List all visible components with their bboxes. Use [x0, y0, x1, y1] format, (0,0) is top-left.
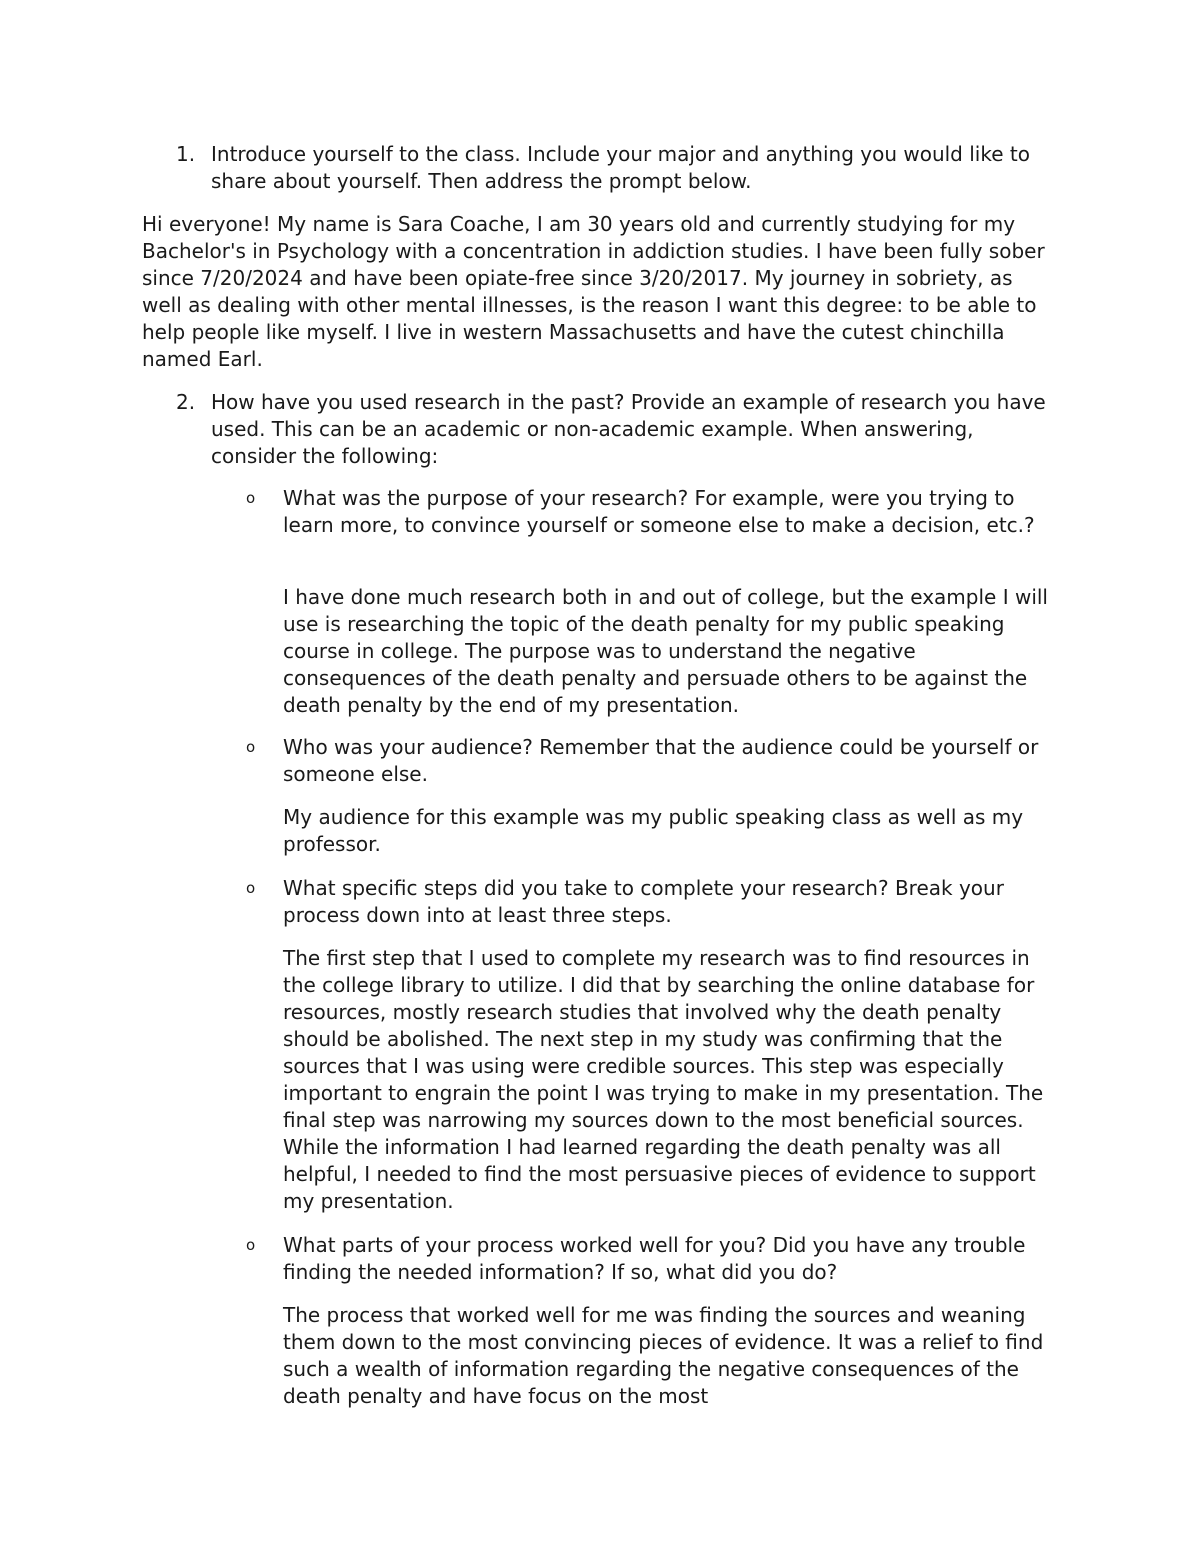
bullet-circle-icon: o — [246, 879, 256, 897]
sub-question-prompt: What parts of your process worked well for you? Did you have any trouble finding the needed information? If so, what did you do? — [283, 1233, 1026, 1284]
sub-question-prompt: What specific steps did you take to complete your research? Break your process down into at least three steps. — [283, 876, 1004, 927]
intro-paragraph: Hi everyone! My name is Sara Coache, I am 30 years old and currently studying for my Bachelor's in Psychology with a concentration in addiction studies. I have been fully sober since 7/20/2024 and have been opiate-free since 3/20/2017. My journey in sobriety, as well as dealing with other mental illnesses, is the reason I want this degree: to be able to help people like myself. I live in western Massachusetts and have the cutest chinchilla named Earl. — [142, 212, 1045, 371]
sub-question-prompt: What was the purpose of your research? For example, were you trying to learn more, to convince yourself or someone else to make a decision, etc.? — [283, 486, 1035, 537]
sub-answer-purpose: I have done much research both in and out of college, but the example I will use is researching the topic of the death penalty for my public speaking course in college. The purpose was to understand the negative consequences of the death penalty and persuade others to be against the death penalty by the end of my presentation. — [283, 585, 1048, 717]
question-1-text: Introduce yourself to the class. Include your major and anything you would like to share about yourself. Then address the prompt below. — [211, 142, 1030, 193]
sub-answer-steps: The first step that I used to complete my research was to find resources in the college library to utilize. I did that by searching the online database for resources, mostly research studies that involved why the death penalty should be abolished. The next step in my study was confirming that the sources that I was using were credible sources. This step was especially important to engrain the point I was trying to make in my presentation. The final step was narrowing my sources down to the most beneficial sources. While the information I had learned regarding the death penalty was all helpful, I needed to find the most persuasive pieces of evidence to support my presentation. — [283, 946, 1044, 1213]
sub-answer-process: The process that worked well for me was finding the sources and weaning them down to the most convincing pieces of evidence. It was a relief to find such a wealth of information regarding the negative consequences of the death penalty and have focus on the most — [283, 1303, 1044, 1408]
question-1 — [176, 141, 1056, 195]
sub-question-process — [246, 1232, 1061, 1286]
question-2-text: How have you used research in the past? Provide an example of research you have used. This can be an academic or non-academic example. When answering, consider the following: — [211, 390, 1046, 468]
bullet-circle-icon: o — [246, 1236, 256, 1254]
question-1-number: 1. — [176, 142, 196, 166]
sub-question-steps — [246, 875, 1061, 929]
sub-question-prompt: Who was your audience? Remember that the audience could be yourself or someone else. — [283, 735, 1039, 786]
question-2-number: 2. — [176, 390, 196, 414]
bullet-circle-icon: o — [246, 489, 256, 507]
bullet-circle-icon: o — [246, 738, 256, 756]
sub-answer-audience: My audience for this example was my public speaking class as well as my professor. — [283, 805, 1024, 856]
sub-question-audience — [246, 734, 1061, 788]
question-2 — [176, 389, 1056, 470]
sub-question-purpose — [246, 485, 1061, 539]
